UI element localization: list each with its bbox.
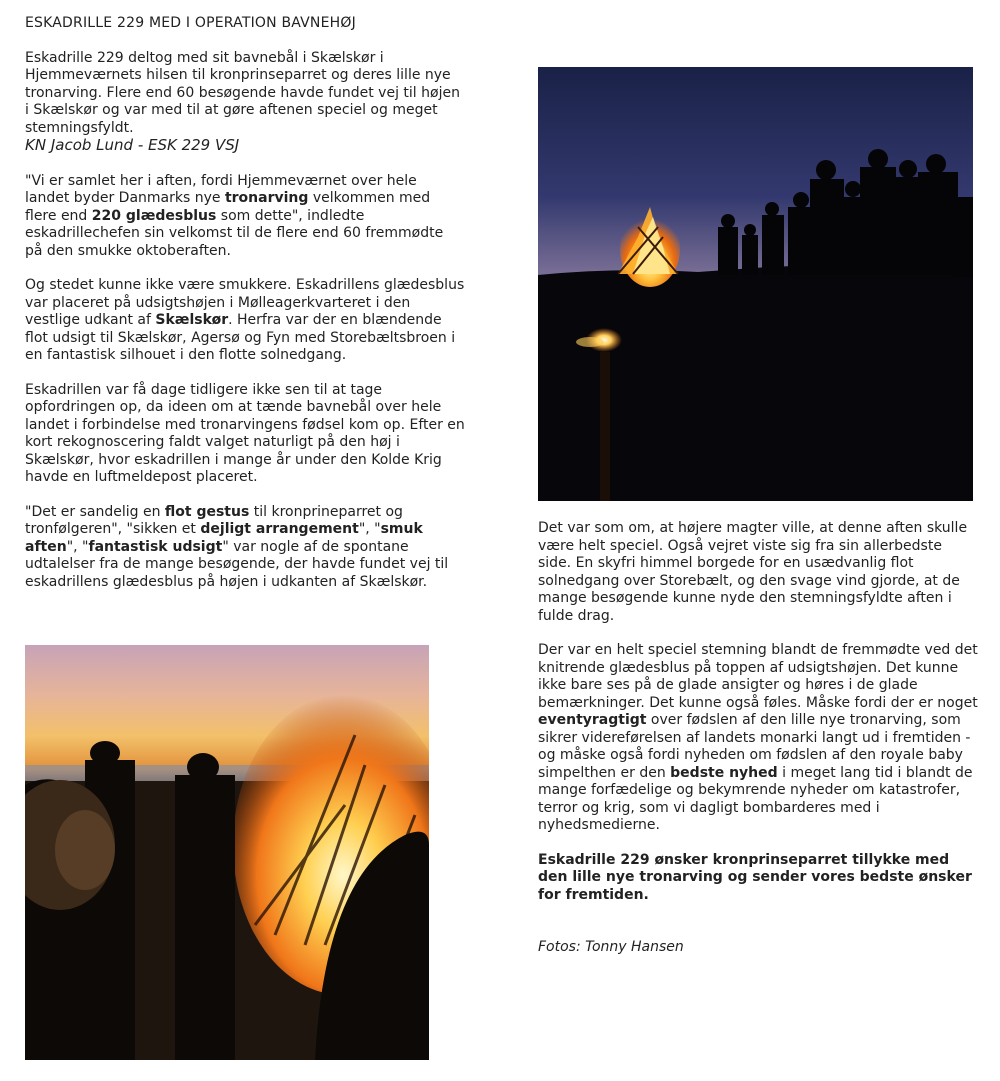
intro-paragraph xyxy=(25,50,465,156)
p4-bold-smuk-aften: smuk aften xyxy=(25,521,423,555)
p4-text-g: ", " xyxy=(66,538,89,555)
paragraph-4 xyxy=(25,504,465,592)
p4-text-i: " var nogle af de spontane udtalelser fra de mange besøgende, der havde fundet vej til eskadrillens glædesblus på højen i udkanten af Skælskør. xyxy=(25,538,449,590)
paragraph-5: Det var som om, at højere magter ville, at denne aften skulle være helt speciel. Også vejret viste sig fra sin allerbedste side. En skyfri himmel borgede for en usædvanlig flot solnedgang over Storebælt, og den svage vind gjorde, at de mange besøgende kunne nyde den stemningsfyldte aften i fulde drag. xyxy=(538,520,968,624)
p6-text-c: over fødslen af den lille nye tronarving, som sikrer videreførelsen af landets monarki langt ud i fremtiden - og måske også fordi nyheden om fødslen af den royale baby simpelthen er den xyxy=(538,712,971,781)
intro-text: Eskadrille 229 deltog med sit bavnebål i Skælskør i Hjemmeværnets hilsen til kronprinseparret og deres lille nye tronarving. Flere end 60 besøgende havde fundet vej til højen i Skælskør og var med til at gøre aftenen speciel og meget stemningsfyldt. xyxy=(25,49,460,136)
p1-text-a: "Vi er samlet her i aften, fordi Hjemmeværnet over hele landet byder Danmarks nye xyxy=(25,172,417,206)
byline: KN Jacob Lund - ESK 229 VSJ xyxy=(25,136,240,154)
photo-credit: Fotos: Tonny Hansen xyxy=(538,938,684,955)
sunset-bonfire-image xyxy=(25,645,429,1060)
photo-night-bonfire xyxy=(538,67,973,501)
closing-text: Eskadrille 229 ønsker kronprinseparret tillykke med den lille nye tronarving og sender vores bedste ønsker for fremtiden. xyxy=(538,851,972,903)
p2-bold-skaelskor: Skælskør xyxy=(155,312,229,328)
p4-bold-fantastisk-udsigt: fantastisk udsigt xyxy=(88,538,223,555)
p1-text-c: velkommen med flere end xyxy=(25,190,431,224)
p2-text-c: . Herfra var der en blændende flot udsigt til Skælskør, Agersø og Fyn med Storebæltsbroen i en fantastisk silhouet i den flotte solnedgang. xyxy=(25,312,456,363)
paragraph-6 xyxy=(538,642,978,835)
p2-text-a: Og stedet kunne ikke være smukkere. Eskadrillens glædesblus var placeret på udsigtshøjen i Mølleagerkvarteret i den vestlige udkant af xyxy=(25,277,465,328)
p4-bold-flot-gestus: flot gestus xyxy=(164,503,250,520)
p4-text-c: til kronprineparret og tronfølgeren", "sikken et xyxy=(25,503,403,537)
night-bonfire-image xyxy=(538,67,973,501)
p1-bold-glaedesblus: 220 glædesblus xyxy=(91,207,217,224)
p4-text-a: "Det er sandelig en xyxy=(25,503,165,520)
p4-text-e: ", " xyxy=(358,521,381,537)
p4-bold-dejligt-arrangement: dejligt arrangement xyxy=(200,521,359,537)
photo-sunset-bonfire xyxy=(25,645,429,1060)
right-column xyxy=(538,520,978,973)
article-title: ESKADRILLE 229 MED I OPERATION BAVNEHØJ xyxy=(25,15,356,31)
p6-bold-eventyragtigt: eventyragtigt xyxy=(538,712,647,728)
paragraph-2 xyxy=(25,277,465,365)
closing-paragraph xyxy=(538,852,978,905)
p6-text-e: i meget lang tid i blandt de mange forfædelige og bekymrende nyheder om katastrofer, terror og krig, som vi dagligt bombarderes med i nyhedsmedierne. xyxy=(538,764,973,833)
p1-text-e: som dette", indledte eskadrillechefen sin velkomst til de flere end 60 fremmødte på den smukke oktoberaften. xyxy=(25,207,444,259)
paragraph-1 xyxy=(25,173,465,261)
p6-text-a: Der var en helt speciel stemning blandt de fremmødte ved det knitrende glædesblus på toppen af udsigtshøjen. Det kunne ikke bare ses på de glade ansigter og høres i de glade bemærkninger. Det kunne også føles. Måske fordi der er noget xyxy=(538,642,978,711)
p1-bold-tronarving: tronarving xyxy=(224,190,309,206)
p6-bold-bedste-nyhed: bedste nyhed xyxy=(670,764,778,781)
left-column xyxy=(25,15,465,608)
paragraph-3: Eskadrillen var få dage tidligere ikke sen til at tage opfordringen op, da ideen om at tænde bavnebål over hele landet i forbindelse med tronarvingens fødsel kom op. Efter en kort rekognoscering faldt valget naturligt på den høj i Skælskør, hvor eskadrillen i mange år under den Kolde Krig havde en luftmeldepost placeret. xyxy=(25,381,465,485)
